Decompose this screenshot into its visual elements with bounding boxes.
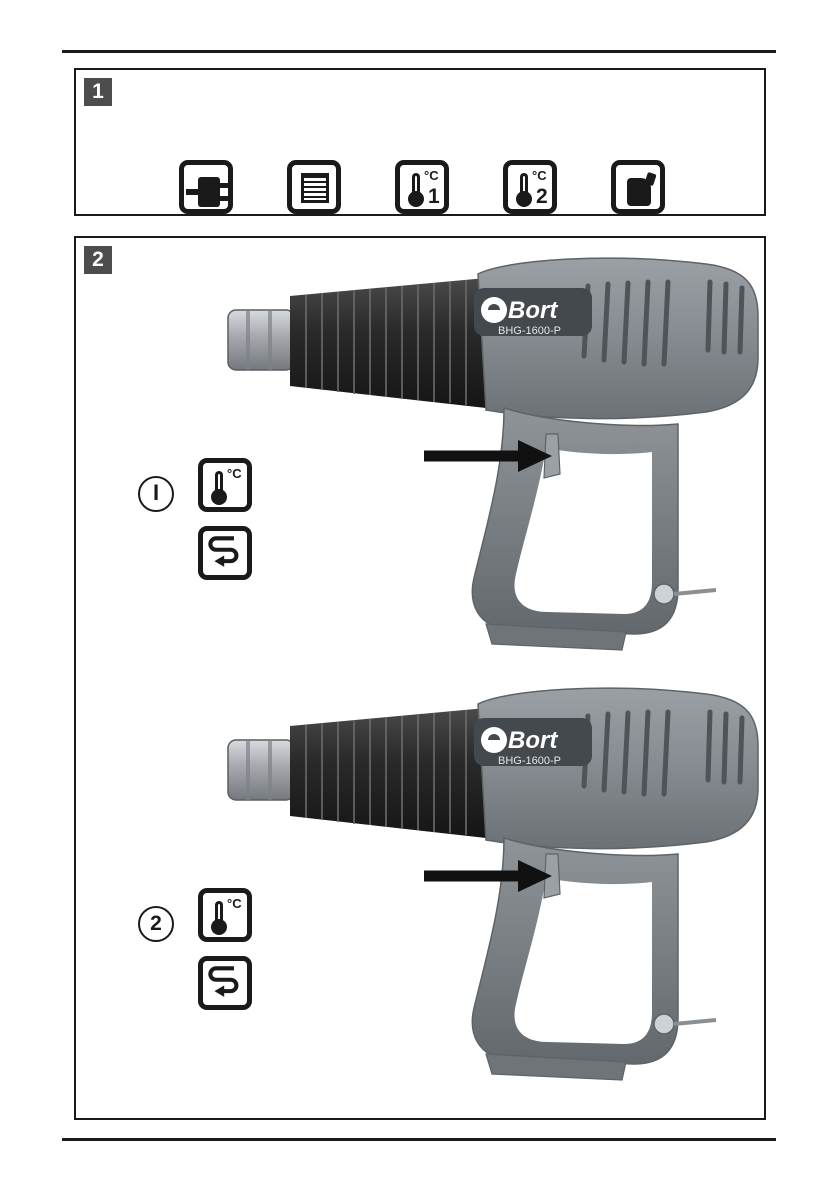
gun-barrel-ribbed bbox=[290, 278, 486, 408]
step-2-marker: 2 bbox=[138, 906, 174, 942]
temperature-stage-1-frame bbox=[395, 160, 449, 214]
temperature-stage-1-icon bbox=[389, 154, 455, 220]
power-plug-icon-frame bbox=[179, 160, 233, 214]
gun-main-body bbox=[474, 688, 758, 848]
gun-rod bbox=[674, 1020, 716, 1024]
figure-panel-1 bbox=[74, 68, 766, 216]
gun-rear-port bbox=[654, 584, 674, 604]
brand-name-text: Bort bbox=[508, 727, 558, 754]
gun-nozzle bbox=[228, 310, 294, 370]
model-number-text: BHG-1600-P bbox=[498, 755, 561, 767]
temperature-stage-2-frame bbox=[503, 160, 557, 214]
gun-rear-port bbox=[654, 1014, 674, 1034]
plug-body bbox=[198, 177, 220, 207]
brand-name-text: Bort bbox=[508, 297, 558, 324]
gun-main-body bbox=[474, 258, 758, 418]
thermometer-bulb bbox=[408, 191, 424, 207]
heating-element-grille-icon bbox=[281, 154, 347, 220]
degree-celsius-label: °C bbox=[424, 168, 439, 183]
thermometer-glyph bbox=[516, 173, 532, 207]
plug-pin-top bbox=[217, 183, 230, 188]
temperature-stage-2-icon bbox=[497, 154, 563, 220]
degree-celsius-label: °C bbox=[227, 896, 242, 911]
panel-number-2: 2 bbox=[84, 246, 112, 274]
heat-gun-illustration-step-1 bbox=[186, 238, 766, 658]
plug-pin-bottom bbox=[217, 196, 230, 201]
nozzle-icon-frame bbox=[611, 160, 665, 214]
model-number-text: BHG-1600-P bbox=[498, 325, 561, 337]
degree-celsius-label: °C bbox=[227, 466, 242, 481]
grille-icon-frame bbox=[287, 160, 341, 214]
figure-panel-2 bbox=[74, 236, 766, 1120]
thermometer-glyph bbox=[408, 173, 424, 207]
degree-celsius-label: °C bbox=[532, 168, 547, 183]
panel-number-1: 1 bbox=[84, 78, 112, 106]
stage-number-label: 1 bbox=[428, 185, 440, 208]
thermometer-bulb bbox=[516, 191, 532, 207]
page-top-rule bbox=[62, 50, 776, 53]
gun-barrel-ribbed bbox=[290, 708, 486, 838]
panel-1-icon-row bbox=[76, 154, 768, 220]
power-plug-icon bbox=[173, 154, 239, 220]
nozzle-attachment-icon bbox=[605, 154, 671, 220]
page-bottom-rule bbox=[62, 1138, 776, 1141]
gun-rod bbox=[674, 590, 716, 594]
nozzle-body bbox=[627, 178, 651, 206]
grille-fins bbox=[301, 173, 329, 203]
step-1-marker: I bbox=[138, 476, 174, 512]
stage-number-label: 2 bbox=[536, 185, 548, 208]
gun-nozzle bbox=[228, 740, 294, 800]
heat-gun-illustration-step-2 bbox=[186, 668, 766, 1088]
gun-handle bbox=[472, 408, 716, 650]
